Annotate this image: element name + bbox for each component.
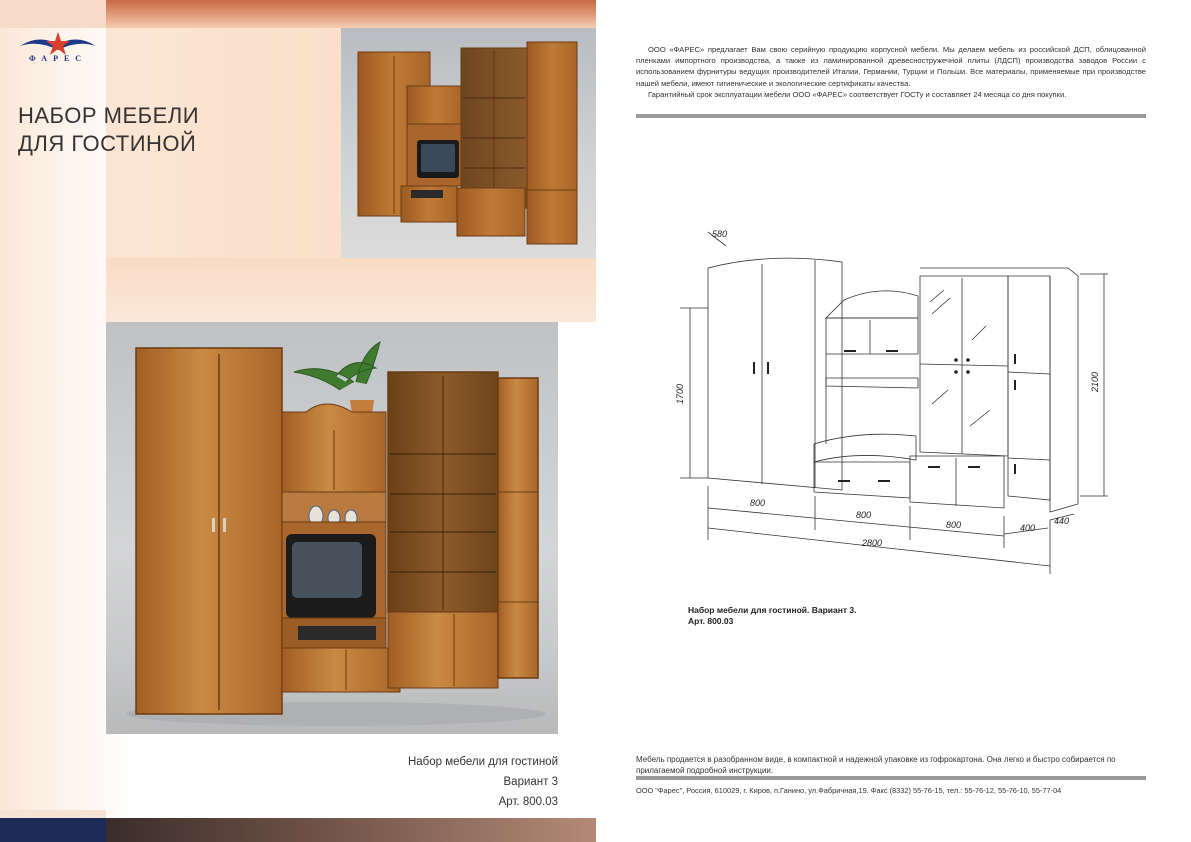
dim-total-width: 2800 (862, 538, 883, 548)
dim-height-right: 2100 (1090, 371, 1100, 392)
drawing-caption-title: Набор мебели для гостиной. Вариант 3. (688, 605, 857, 615)
technical-drawing (668, 225, 1108, 585)
dim-depth-top: 580 (712, 229, 728, 239)
dim-width-1: 800 (750, 498, 766, 508)
furniture-photo-small (341, 28, 596, 258)
bottom-navy-strip (0, 810, 106, 842)
furniture-photo-large (106, 322, 558, 734)
dim-width-4: 400 (1020, 523, 1036, 533)
dim-height-left: 1700 (675, 383, 685, 404)
title-line-1: НАБОР МЕБЕЛИ (18, 103, 200, 128)
middle-decor-band (106, 258, 596, 322)
dim-depth-right: 440 (1054, 516, 1070, 526)
product-photo-small (341, 28, 596, 258)
caption-variant: Вариант 3 (503, 776, 558, 788)
dim-width-3: 800 (946, 520, 962, 530)
drawing-caption (688, 605, 857, 627)
footer-address: ООО "Фарес", Россия, 610029, г. Киров, п.Ганино, ул.Фабричная,19. Факс (8332) 55-76-15, тел.: 55-76-12, 55-76-10, 55-77-04 (636, 786, 1062, 795)
divider-bottom (636, 776, 1146, 780)
intro-text (636, 44, 1146, 100)
page-title (18, 102, 278, 158)
bottom-decor-band (106, 818, 596, 842)
divider-top (636, 114, 1146, 118)
logo-text: ФАРЕС (28, 54, 88, 63)
caption-title: Набор мебели для гостиной (407, 756, 558, 768)
drawing-caption-article: Арт. 800.03 (688, 616, 734, 626)
footer-note: Мебель продается в разобранном виде, в компактной и надежной упаковке из гофрокартона. Она легко и быстро собирается по прилагаемой подробной инструкции. (636, 755, 1116, 775)
intro-paragraph-2: Гарантийный срок эксплуатации мебели ООО «ФАРЕС» соответствует ГОСТу и составляет 24 месяца со дня покупки. (648, 89, 1067, 99)
dim-width-2: 800 (856, 510, 872, 520)
top-decor-band (106, 0, 596, 28)
top-left-strip (0, 0, 106, 28)
product-photo-large (106, 322, 558, 734)
intro-paragraph-1: ООО «ФАРЕС» предлагает Вам свою серийную продукцию корпусной мебели. Мы делаем мебель из российской ДСП, облицованной пленками импортного производства, а также из ламинированной древесностружечной плиты (ЛДСП) производства заводов России с использованием фурнитуры ведущих производителей Италии, Германии, Турции и Польши. Все материалы, применяемые при производстве нашей мебели, имеют гигиенические и экологические сертификаты качества. (636, 45, 1146, 88)
caption-article: Арт. 800.03 (498, 796, 558, 808)
title-line-2: ДЛЯ ГОСТИНОЙ (18, 131, 197, 156)
